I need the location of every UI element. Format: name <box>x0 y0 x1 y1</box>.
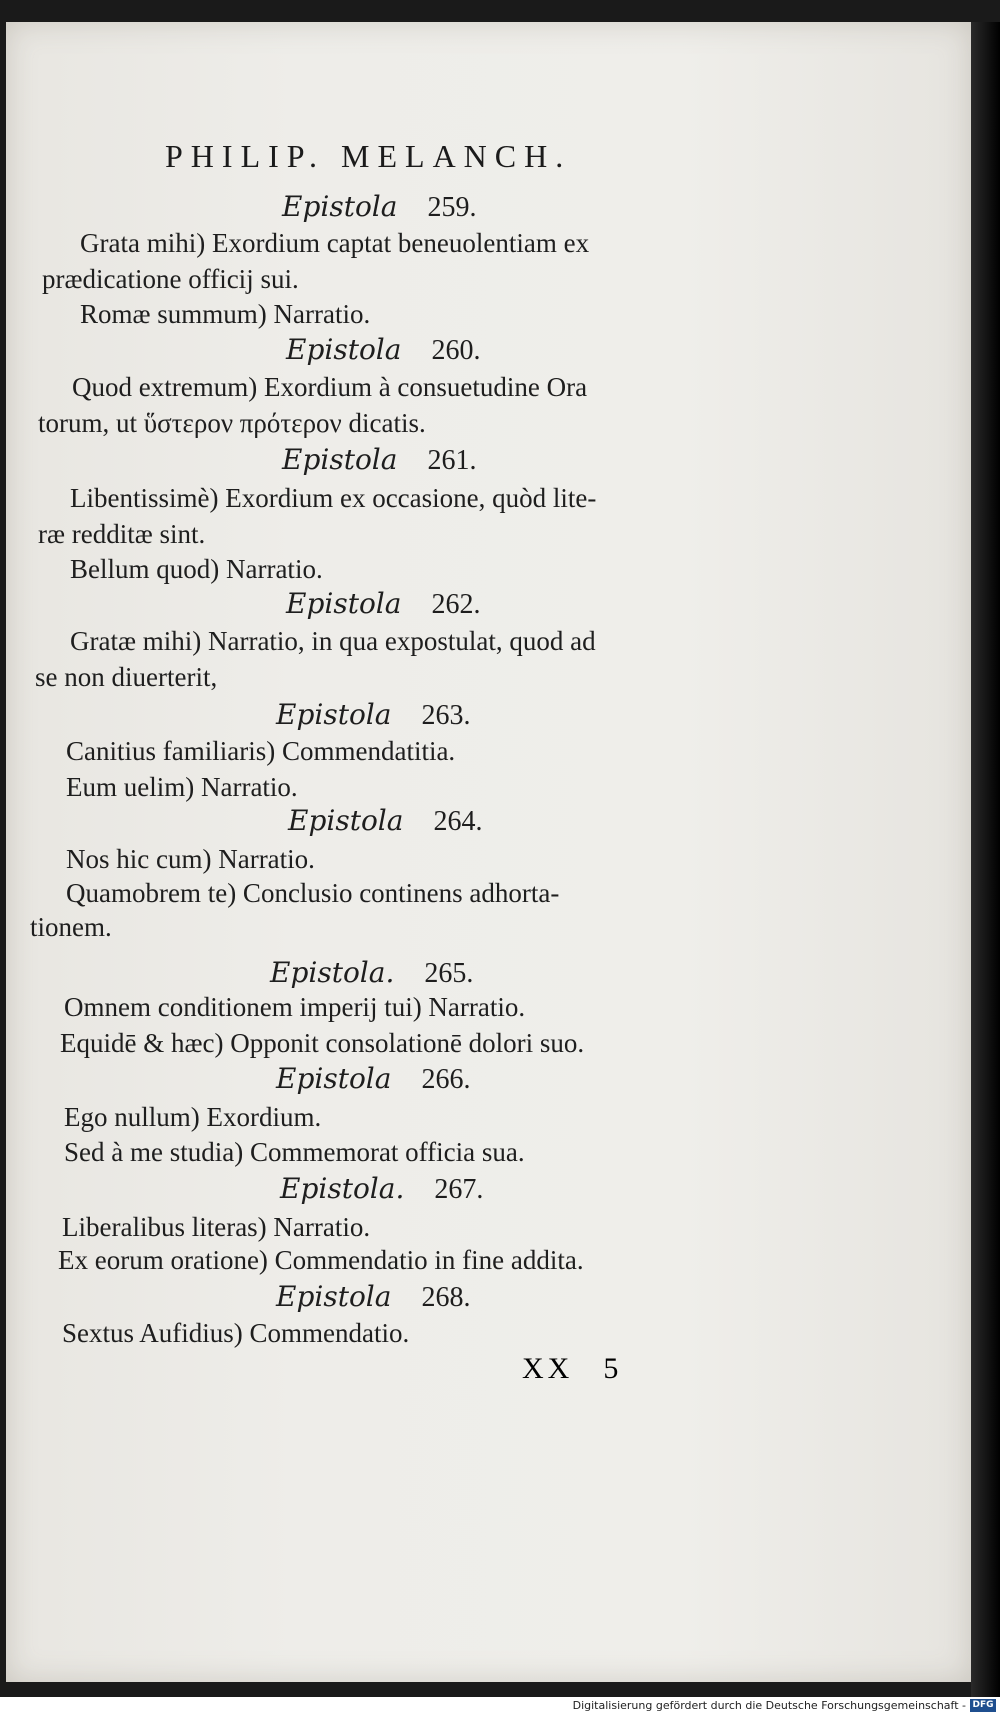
epistola-number: 264. <box>433 806 483 837</box>
epistola-heading <box>276 1062 470 1097</box>
signature-mark <box>522 1352 622 1386</box>
epistola-heading <box>276 698 470 733</box>
epistola-label: Epistola <box>282 190 398 223</box>
epistola-label: Epistola. <box>280 1172 405 1205</box>
epistola-heading <box>280 1172 483 1207</box>
text-line: Grata mihi) Exordium captat beneuolentiam ex <box>80 228 590 258</box>
epistola-label: Epistola <box>276 1280 392 1313</box>
text-line: Equidē & hæc) Opponit consolationē dolori suo. <box>60 1028 585 1058</box>
text-line: tionem. <box>30 912 112 942</box>
epistola-heading <box>286 587 480 622</box>
page-edge-shadow <box>971 22 1000 1712</box>
text-line: Quod extremum) Exordium à consuetudine Ora <box>72 372 588 402</box>
text-line: prædicatione officij sui. <box>42 264 299 294</box>
epistola-number: 260. <box>431 335 481 366</box>
text-line: Bellum quod) Narratio. <box>70 554 323 584</box>
text-line: Canitius familiaris) Commendatitia. <box>66 736 456 766</box>
epistola-heading <box>286 333 480 368</box>
text-line: Quamobrem te) Conclusio continens adhorta- <box>66 878 560 908</box>
signature-number: 5 <box>603 1352 623 1385</box>
text-line: Romæ summum) Narratio. <box>80 299 371 329</box>
text-line: torum, ut ὕστερον πρότερον dicatis. <box>38 408 426 438</box>
running-head: PHILIP. MELANCH. <box>165 138 572 174</box>
epistola-label: Epistola <box>276 698 392 731</box>
text-line: Gratæ mihi) Narratio, in qua expostulat, quod ad <box>70 626 596 656</box>
epistola-label: Epistola <box>282 443 398 476</box>
text-line: Liberalibus literas) Narratio. <box>62 1212 371 1242</box>
epistola-heading <box>288 804 482 839</box>
epistola-number: 262. <box>431 589 481 620</box>
epistola-label: Epistola <box>288 804 404 837</box>
epistola-number: 267. <box>434 1174 484 1205</box>
text-line: se non diuerterit, <box>35 662 218 692</box>
text-line: Sed à me studia) Commemorat officia sua. <box>64 1137 525 1167</box>
epistola-label: Epistola <box>286 587 402 620</box>
epistola-label: Epistola <box>286 333 402 366</box>
text-line: Eum uelim) Narratio. <box>66 772 298 802</box>
epistola-number: 268. <box>421 1282 471 1313</box>
signature-letters: XX <box>522 1352 574 1385</box>
text-line: Nos hic cum) Narratio. <box>66 844 315 874</box>
text-line: ræ redditæ sint. <box>38 519 206 549</box>
text-line: Sextus Aufidius) Commendatio. <box>62 1318 410 1348</box>
epistola-heading <box>282 190 476 225</box>
epistola-heading <box>270 956 473 991</box>
footer-credit: Digitalisierung gefördert durch die Deutsche Forschungsgemeinschaft - <box>572 1699 966 1712</box>
epistola-number: 265. <box>424 958 474 989</box>
text-line: Omnem conditionem imperij tui) Narratio. <box>64 992 526 1022</box>
epistola-label: Epistola. <box>270 956 395 989</box>
epistola-heading <box>282 443 476 478</box>
epistola-number: 261. <box>427 445 477 476</box>
text-line: Ex eorum oratione) Commendatio in fine addita. <box>58 1245 584 1275</box>
text-line: Ego nullum) Exordium. <box>64 1102 322 1132</box>
epistola-number: 266. <box>421 1064 471 1095</box>
epistola-number: 263. <box>421 700 471 731</box>
epistola-heading <box>276 1280 470 1315</box>
dfg-logo: DFG <box>970 1699 996 1712</box>
epistola-label: Epistola <box>276 1062 392 1095</box>
epistola-number: 259. <box>427 192 477 223</box>
text-line: Libentissimè) Exordium ex occasione, quòd lite- <box>70 483 597 513</box>
